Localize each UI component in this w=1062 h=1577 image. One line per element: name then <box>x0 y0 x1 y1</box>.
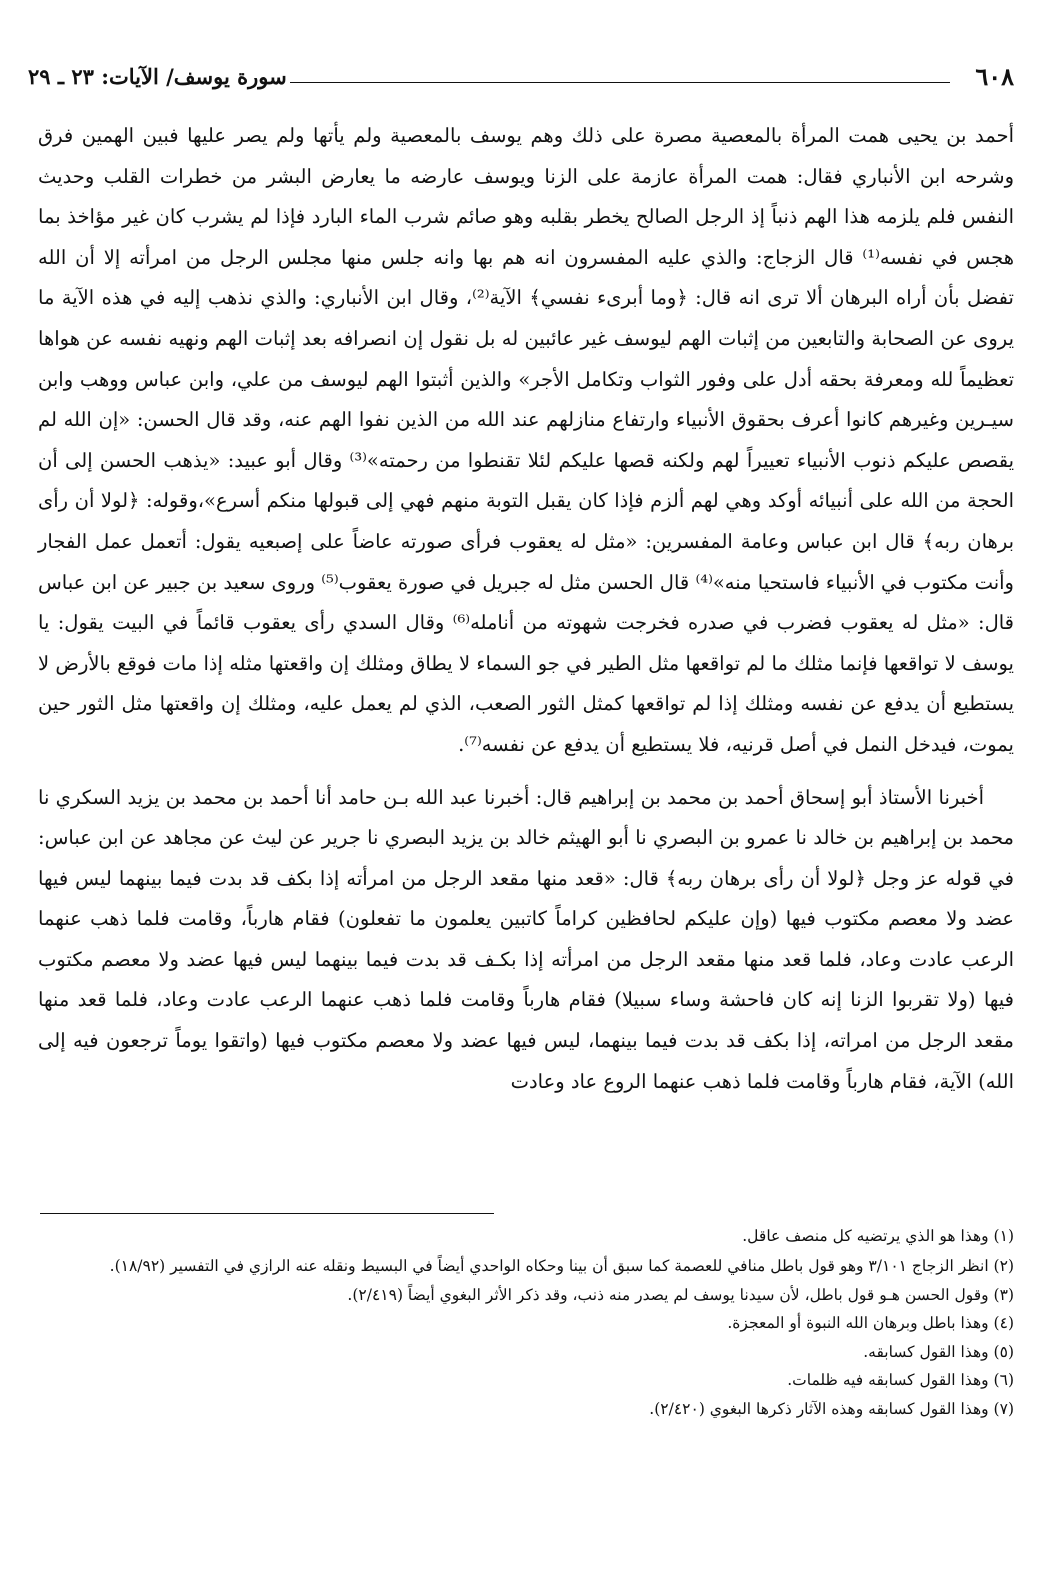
paragraph-2: أخبرنا الأستاذ أبو إسحاق أحمد بن محمد بن إبراهيم قال: أخبرنا عبد الله بـن حامد أنا أحمد بن محمد بن يزيد السكري نا محمد بن إبراهيم بن خالد نا عمرو بن البصري نا أبو الهيثم خالد بن يزيد البصري نا جرير عن ليث عن مجاهد عن ابن عباس: في قوله عز وجل ﴿لولا أن رأى برهان ربه﴾ قال: «قعد منها مقعد الرجل من امرأته إذا بكف قد بدت فيما بينهما ليس فيها عضد ولا معصم مكتوب فيها (وإن عليكم لحافظين كراماً كاتبين يعلمون ما تفعلون) فقام هارباً، وقامت فلما ذهب عنهما الرعب عادت وعاد، فلما قعد منها مقعد الرجل من امرأته إذا بكـف قد بدت فيما بينهما ليس فيها عضد ولا معصم مكتوب فيها (ولا تقربوا الزنا إنه كان فاحشة وساء سبيلا) فقام هارباً وقامت فلما ذهب عنهما الرعب عادت وعاد، فلما قعد منها مقعد الرجل من امراته، إذا بكف قد بدت فيما بينهما، ليس فيها عضد ولا معصم مكتوب فيها (واتقوا يوماً ترجعون فيه إلى الله) الآية، فقام هارباً وقامت فلما ذهب عنهما الروع عاد وعادت <box>38 785 1014 1093</box>
footnote-6: (٦) وهذا القول كسابقه فيه ظلمات. <box>787 1371 1014 1389</box>
footnote-7: (٧) وهذا القول كسابقه وهذه الآثار ذكرها البغوي (٢/٤٢٠). <box>649 1399 1014 1418</box>
footnotes <box>38 1222 1014 1423</box>
main-text <box>38 116 1014 1102</box>
footnote-2: (٢) انظر الزجاج ٣/١٠١ وهو قول باطل منافي للعصمة كما سبق أن بينا وحكاه الواحدي أيضاً في البسيط ونقله عنه الرازي في التفسير (١٨/٩٢). <box>109 1256 1014 1275</box>
paragraph-1: أحمد بن يحيى همت المرأة بالمعصية مصرة على ذلك وهم يوسف بالمعصية ولم يأتها ولم يصر عليها فبين الهمين فرق وشرحه ابن الأنباري فقال: همت المرأة عازمة على الزنا ويوسف عارضه ما يعارض البشر من خطرات القلب وحديث النفس فلم يلزمه هذا الهم ذنباً إذ الرجل الصالح يخطر بقلبه وهو صائم شرب الماء البارد فإذا لم يشرب كان غير مؤاخذ بما هجس في نفسه⁽¹⁾ قال الزجاج: والذي عليه المفسرون انه هم بها وانه جلس منها مجلس الرجل من امرأته إلا أن الله تفضل بأن أراه البرهان ألا ترى انه قال: ﴿وما أبرىء نفسي﴾ الآية⁽²⁾، وقال ابن الأنباري: والذي نذهب إليه في هذه الآية ما يروى عن الصحابة والتابعين من إثبات الهم ليوسف غير عائبين له بل نقول إن انصرافه بعد إثبات الهم ونهيه نفسه عن هواها تعظيماً لله ومعرفة بحقه أدل على وفور الثواب وتكامل الأجر» والذين أثبتوا الهم ليوسف من علي، وابن عباس ووهب وابن سيـرين وغيرهم كانوا أعرف بحقوق الأنبياء وارتفاع منازلهم عند الله من الذين نفوا الهم عنه، وقد قال الحسن: «إن الله لم يقصص عليكم ذنوب الأنبياء تعييراً لهم ولكنه قصها عليكم لئلا تقنطوا من رحمته»⁽³⁾ وقال أبو عبيد: «يذهب الحسن إلى أن الحجة من الله على أنبيائه أوكد وهي لهم ألزم فإذا كان يقبل التوبة منهم فهي إلى قبولها منكم أسرع»،وقوله: ﴿لولا أن رأى برهان ربه﴾ قال ابن عباس وعامة المفسرين: «مثل له يعقوب فرأى صورته عاضاً على إصبعيه يقول: أتعمل عمل الفجار وأنت مكتوب في الأنبياء فاستحيا منه»⁽⁴⁾ قال الحسن مثل له جبريل في صورة يعقوب⁽⁵⁾ وروى سعيد بن جبير عن ابن عباس قال: «مثل له يعقوب فضرب في صدره فخرجت شهوته من أنامله⁽⁶⁾ وقال السدي رأى يعقوب قائماً في البيت يقول: يا يوسف لا تواقعها فإنما مثلك ما لم تواقعها مثل الطير في جو السماء لا يطاق ومثلك إن واقعتها مثله إذا مات فوقع بالأرض لا يستطيع أن يدفع عن نفسه ومثلك إذا لم تواقعها كمثل الثور الصعب، الذي لم يعمل عليه، ومثلك إن واقعتها مثل الثور حين يموت، فيدخل النمل في أصل قرنيه، فلا يستطيع أن يدفع عن نفسه⁽⁷⁾. <box>38 124 1015 756</box>
footnote-rule <box>40 1213 494 1214</box>
footnote-5: (٥) وهذا القول كسابقه. <box>863 1342 1014 1361</box>
footnote-4: (٤) وهذا باطل وبرهان الله النبوة أو المعجزة. <box>727 1314 1014 1332</box>
page-header <box>28 62 1014 96</box>
footnote-3: (٣) وقول الحسن هـو قول باطل، لأن سيدنا يوسف لم يصدر منه ذنب، وقد ذكر الأثر البغوي أيضاً (٢/٤١٩). <box>347 1285 1014 1304</box>
footnote-1: (١) وهذا هو الذي يرتضيه كل منصف عاقل. <box>742 1227 1014 1245</box>
surah-title: سورة يوسف/ الآيات: ٢٣ ـ ٢٩ <box>28 64 287 89</box>
page-number: ٦٠٨ <box>975 62 1014 91</box>
header-rule <box>290 82 950 83</box>
